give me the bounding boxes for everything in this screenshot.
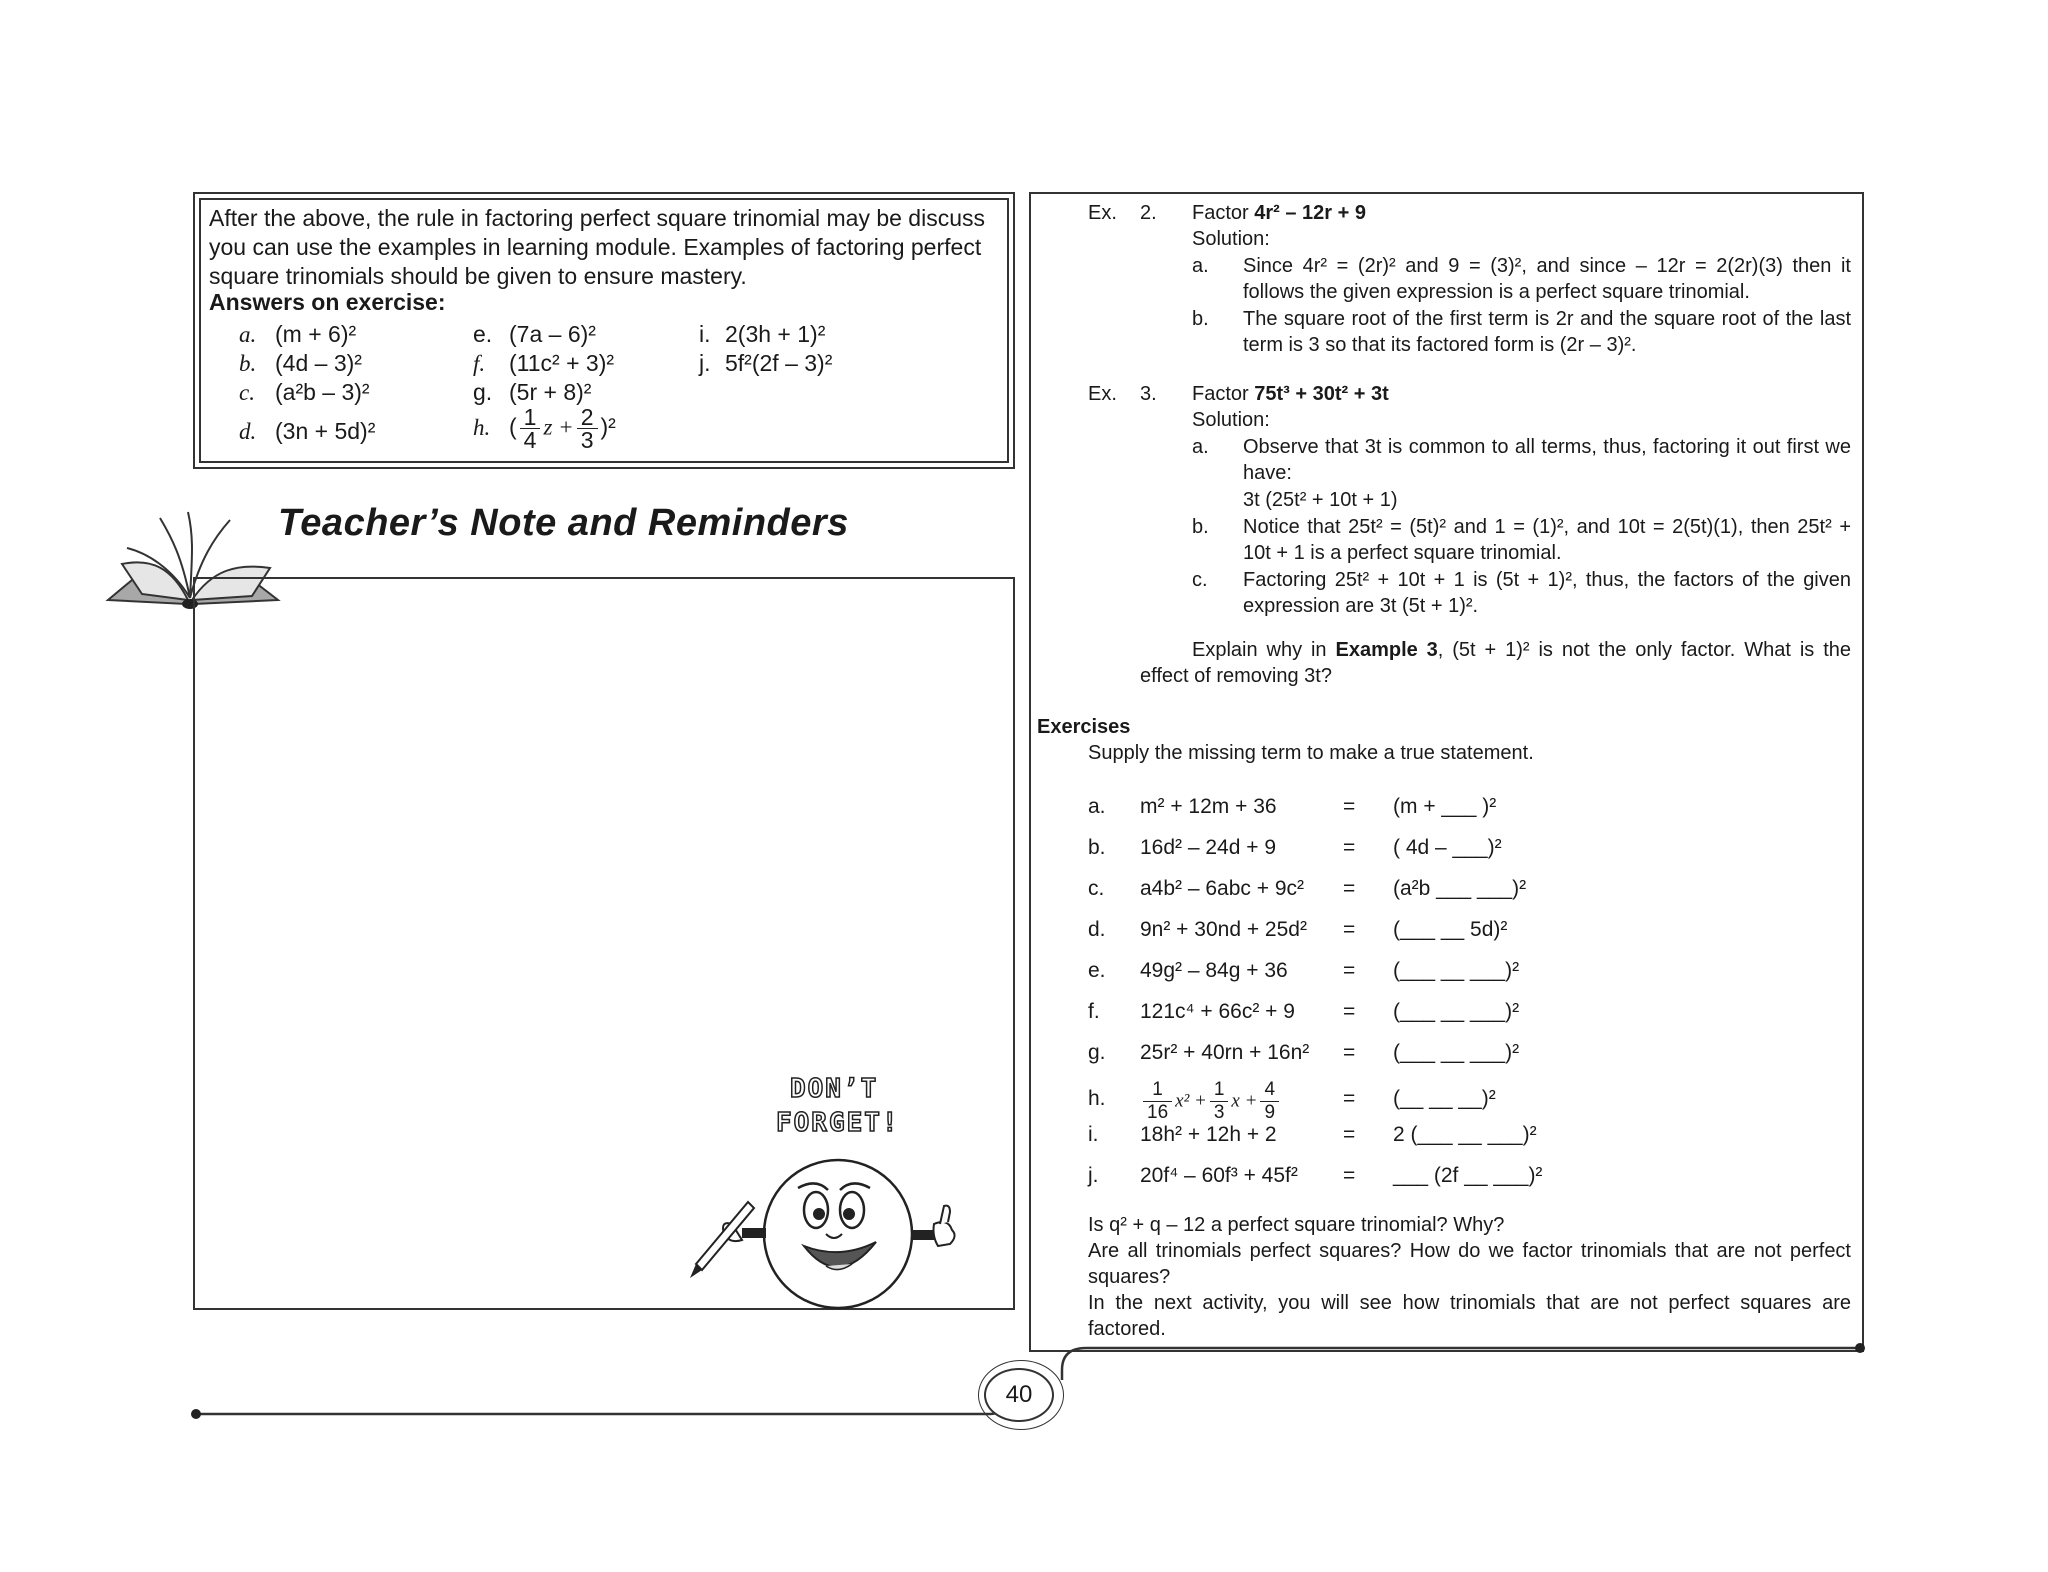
fraction-one-third: $\frac{1}{3}$: [1210, 1079, 1229, 1124]
answer-d: d. (3n + 5d)²: [239, 418, 376, 444]
answer-g: g. (5r + 8)²: [473, 379, 592, 405]
question-2: Are all trinomials perfect squares? How do we factor trinomials that are not perfect squares?: [1088, 1240, 1851, 1288]
intro-text: After the above, the rule in factoring perfect square trinomial may be discuss you can use the examples in learning module. Examples of factoring perfect square trinomials should be given to ensure mastery.: [209, 205, 986, 289]
exercises-heading: Exercises: [1037, 716, 1131, 738]
exercises-instruction: Supply the missing term to make a true statement.: [1088, 742, 1534, 764]
ex2-b-text: The square root of the first term is 2r and the square root of the last term is 3 so that its factored form is (2r – 3)².: [1243, 308, 1851, 356]
ex3-number: 3.: [1140, 383, 1157, 405]
ex3-solution: Solution:: [1192, 409, 1270, 431]
ex3-a-text: Observe that 3t is common to all terms, thus, factoring it out first we have:: [1243, 436, 1851, 484]
page-number: 40: [984, 1368, 1054, 1422]
fraction-four-ninths: $\frac{4}{9}$: [1260, 1079, 1279, 1124]
ex3-c-label: c.: [1192, 569, 1208, 591]
question-3: In the next activity, you will see how trinomials that are not perfect squares are factored.: [1088, 1292, 1851, 1340]
ex2-label: Ex.: [1088, 202, 1117, 224]
answer-c: c. (a²b – 3)²: [239, 379, 370, 405]
teacher-note-title: Teacher’s Note and Reminders: [278, 502, 849, 544]
fraction-two-thirds: $\frac{2}{3}$: [577, 406, 598, 451]
answer-box: [193, 192, 1015, 469]
ex2-factor: Factor 4r² – 12r + 9: [1192, 202, 1366, 224]
smiley-mascot-icon: [676, 1150, 1016, 1310]
ex2-a-text: Since 4r² = (2r)² and 9 = (3)², and since – 12r = 2(2r)(3) then it follows the given expression is a perfect square trinomial.: [1243, 255, 1851, 303]
question-1: Is q² + q – 12 a perfect square trinomial? Why?: [1088, 1214, 1505, 1236]
ex3-label: Ex.: [1088, 383, 1117, 405]
answer-i: i. 2(3h + 1)²: [699, 321, 826, 347]
answer-e: e. (7a – 6)²: [473, 321, 596, 347]
answers-heading: Answers on exercise:: [209, 289, 446, 315]
ex3-a-label: a.: [1192, 436, 1209, 458]
dont-forget-line1: DON’T: [790, 1074, 879, 1104]
ex2-solution: Solution:: [1192, 228, 1270, 250]
ex2-b-label: b.: [1192, 308, 1209, 330]
fraction-one-quarter: $\frac{1}{4}$: [520, 406, 541, 451]
answer-j: j. 5f²(2f – 3)²: [699, 350, 833, 376]
answer-h: h. ( $\frac{1}{4}$ z + $\frac{2}{3}$ )²: [473, 404, 616, 453]
explain-paragraph: Explain why in Example 3, (5t + 1)² is not the only factor. What is the effect of removing 3t?: [1140, 639, 1852, 687]
dont-forget-line2: FORGET!: [776, 1108, 900, 1138]
ex3-b-label: b.: [1192, 516, 1209, 538]
ex2-a-label: a.: [1192, 255, 1209, 277]
answer-box-inner-border: [199, 198, 1009, 463]
ex2-number: 2.: [1140, 202, 1157, 224]
fraction-one-sixteenth: $\frac{1}{16}$: [1143, 1079, 1172, 1124]
ex3-b-text: Notice that 25t² = (5t)² and 1 = (1)², and 10t = 2(5t)(1), then 25t² + 10t + 1 is a perfect square trinomial.: [1243, 516, 1851, 564]
answer-f: f. (11c² + 3)²: [473, 350, 615, 376]
ex3-a-expr: 3t (25t² + 10t + 1): [1243, 489, 1398, 511]
answer-a: a. (m + 6)²: [239, 321, 357, 347]
ex3-c-text: Factoring 25t² + 10t + 1 is (5t + 1)², thus, the factors of the given expression are 3t (5t + 1)².: [1243, 569, 1851, 617]
answer-b: b. (4d – 3)²: [239, 350, 362, 376]
ex3-factor: Factor 75t³ + 30t² + 3t: [1192, 383, 1389, 405]
